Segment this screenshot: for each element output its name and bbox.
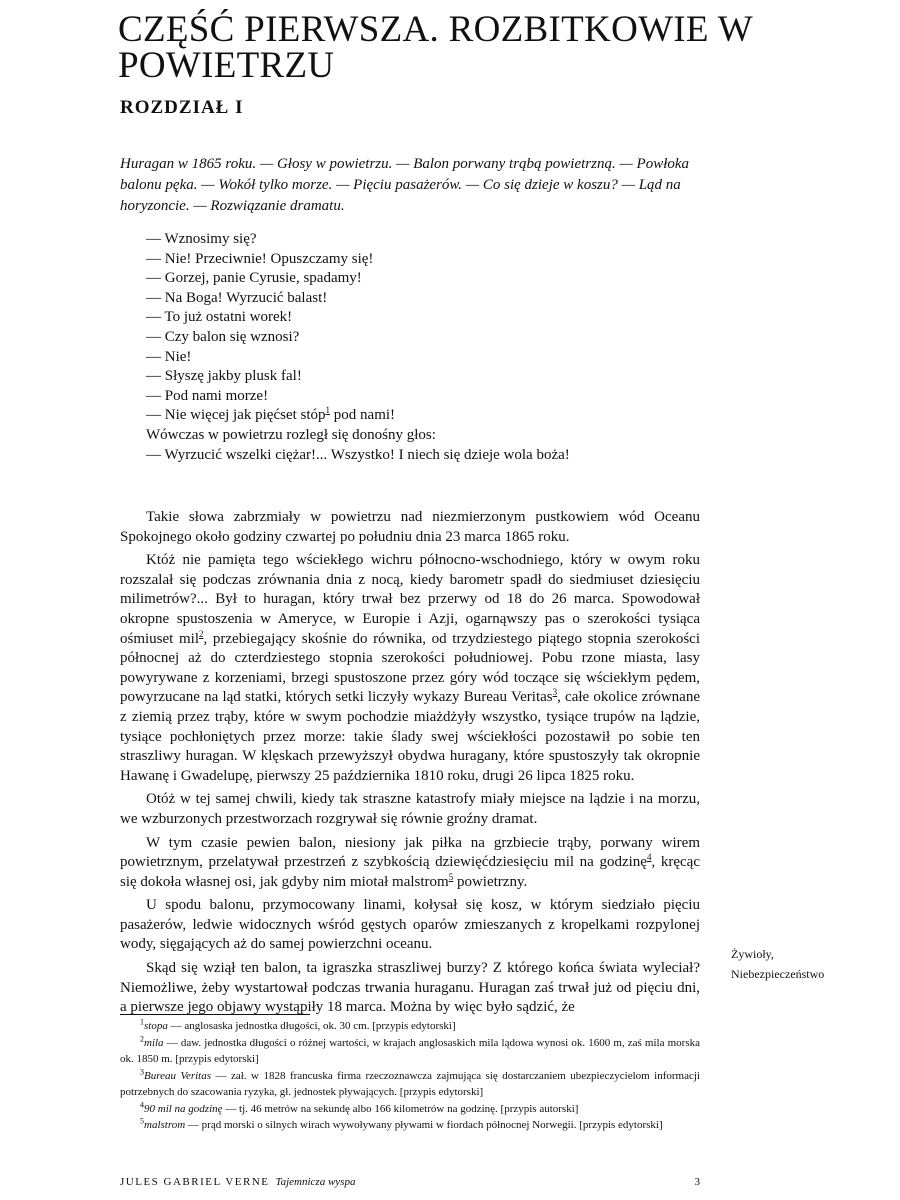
footer-author: JULES GABRIEL VERNE [120, 1176, 270, 1188]
footnote-ref-2[interactable]: 2 [198, 628, 204, 639]
footnote-text: — anglosaska jednostka długości, ok. 30 cm. [przypis edytorski] [167, 1020, 456, 1032]
paragraph: U spodu balonu, przymocowany linami, kołysał się kosz, w którym siedziało pięciu pasażerów, ledwie widocznych wśród gęstych oparów zmieszanych z kropelkami rozpylonej wody, sięgających aż do samej powierzchni oceanu. [120, 897, 700, 953]
body-text [120, 508, 700, 1022]
footnote-number: 1 [140, 1017, 144, 1027]
footnote-text: — daw. jednostka długości o różnej wartości, w krajach anglosaskich mila lądowa wynosi ok. 1600 m, zaś mila morska ok. 1850 m. [przypis edytorski] [120, 1036, 700, 1065]
footnote-number: 3 [140, 1066, 144, 1076]
dialogue-line: — Gorzej, panie Cyrusie, spadamy! [146, 270, 362, 287]
paragraph [120, 834, 700, 893]
footnote [120, 1035, 700, 1068]
part-title: CZĘŚĆ PIERWSZA. ROZBITKOWIE W POWIETRZU [118, 9, 753, 86]
paragraph-text: , całe okolice zrównane z ziemią przez trąby, które w swym pochodzie miażdżyły wszystko, tysiące trupów na lądzie, tysiące pochłoniętych przez morze: takie ślady swej wściekłości pozostawił po sobie ten straszliwy huragan. W klęskach przewyższył obydwa huragany, które spustoszyły tak okropnie Hawanę i Gwadelupę, pierwszy 25 października 1810 roku, drugi 26 lipca 1825 roku. [120, 689, 700, 784]
dialogue-line: — To już ostatni worek! [146, 309, 293, 326]
chapter-summary: Huragan w 1865 roku. — Głosy w powietrzu. — Balon porwany trąbą powietrzną. — Powłoka balonu pęka. — Wokół tylko morze. — Pięciu pasażerów. — Co się dzieje w koszu? — Ląd na horyzoncie. — Rozwiązanie dramatu. [120, 156, 690, 214]
page-number: 3 [694, 1176, 700, 1188]
paragraph: Otóż w tej samej chwili, kiedy tak straszne katastrofy miały miejsce na lądzie i na morzu, we wzburzonych przestworzach rozgrywał się równie groźny dramat. [120, 791, 700, 827]
footnote-text: — zał. w 1828 francuska firma rzeczoznawcza zajmująca się dostarczaniem ubezpieczycielom informacji potrzebnych do szacowania ryzyka, gł. jednostek pływających. [przypis edytorski] [120, 1069, 700, 1098]
dialogue-line: — Czy balon się wznosi? [146, 328, 300, 345]
margin-note-line: Żywioły, [731, 947, 774, 961]
dialogue-line: — Wznosimy się? [146, 231, 257, 247]
footnote-ref-4[interactable]: 4 [646, 852, 652, 863]
paragraph-text: powietrzny. [453, 873, 528, 890]
dialogue-block [120, 230, 700, 465]
paragraph-text: W tym czasie pewien balon, niesiony jak piłka na grzbiecie trąby, porwany wirem powietrznym, przelatywał przestrzeń z szybkością dziewięćdziesięciu mil na godzinę [120, 834, 700, 871]
footnote [120, 1101, 700, 1118]
narration-line: Wówczas w powietrzu rozległ się donośny głos: [146, 426, 436, 443]
paragraph-text: , przebiegający skośnie do równika, od trzydziestego piątego stopnia szerokości północnej aż do czterdziestego stopnia szerokości południowej. Pobu rzone miasta, lasy powyrywane z korzeniami, brzegi spustoszone przez góry wód toczące się wściekłym pędem, powyrzucane na ląd statki, których setki liczyły wykazy Bureau Veritas [120, 630, 700, 706]
margin-note-line: Niebezpieczeństwo [731, 967, 825, 981]
dialogue-text: — Nie więcej jak pięćset stóp [146, 407, 326, 424]
footnote-term: Bureau Veritas [144, 1069, 212, 1082]
dialogue-line: — Nie! Przeciwnie! Opuszczamy się! [146, 250, 374, 267]
footnote-term: malstrom [144, 1119, 186, 1131]
footnote-divider [120, 1014, 310, 1015]
footnote [120, 1068, 700, 1101]
footnote [120, 1117, 700, 1134]
dialogue-line: — Słyszę jakby plusk fal! [146, 368, 302, 385]
dialogue-line: — Wyrzucić wszelki ciężar!... Wszystko! I niech się dzieje wola boża! [146, 446, 570, 463]
footnote-text: — prąd morski o silnych wirach wywoływany pływami w fiordach północnej Norwegii. [przypis edytorski] [185, 1119, 663, 1131]
footnote-number: 2 [140, 1033, 144, 1043]
footnotes [120, 1018, 700, 1134]
chapter-heading: ROZDZIAŁ I [120, 97, 244, 118]
footnote-term: 90 mil na godzinę [144, 1102, 223, 1115]
footnote [120, 1018, 700, 1035]
dialogue-line: — Pod nami morze! [146, 387, 269, 404]
footnote-ref-5[interactable]: 5 [448, 871, 454, 882]
dialogue-line: — Na Boga! Wyrzucić balast! [146, 289, 328, 306]
footnote-term: mila [144, 1036, 164, 1049]
paragraph-text: Któż nie pamięta tego wściekłego wichru północno-wschodniego, który w owym roku rozszalał się podczas zrównania dnia z nocą, kiedy barometr spadł do siedmiuset dziesięciu milimetrów?... Był to huragan, który trwał bez przerwy od 18 do 26 marca. Spowodował okropne spustoszenia w Ameryce, w Europie i Azji, ogarnąwszy pas o szerokości tysiąca ośmiuset mil [120, 552, 700, 647]
footer-book-title: Tajemnicza wyspa [275, 1176, 356, 1188]
footnote-ref-1[interactable]: 1 [325, 405, 331, 416]
margin-note [731, 944, 851, 984]
paragraph: Takie słowa zabrzmiały w powietrzu nad niezmierzonym pustkowiem wód Oceanu Spokojnego około godziny czwartej po południu dnia 23 marca 1865 roku. [120, 509, 700, 545]
footnote-term: stopa [144, 1020, 168, 1032]
footnote-ref-3[interactable]: 3 [552, 687, 558, 698]
dialogue-text: pod nami! [330, 407, 396, 424]
paragraph: Skąd się wziął ten balon, ta igraszka straszliwej burzy? Z którego końca świata wyleciał? Niemożliwe, żeby wystartował podczas trwania huraganu. Huragan zaś trwał już od pięciu dni, a pierwsze jego objawy wystąpiły 18 marca. Można by więc było sądzić, że [120, 960, 700, 1016]
paragraph-text: , kręcąc się dokoła własnej osi, jak gdyby nim miotał malstrom [120, 854, 700, 890]
footnote-number: 5 [140, 1116, 144, 1126]
page-footer [120, 1176, 700, 1192]
footnote-text: — tj. 46 metrów na sekundę albo 166 kilometrów na godzinę. [przypis autorski] [222, 1102, 579, 1115]
footnote-number: 4 [140, 1099, 144, 1109]
paragraph [120, 551, 700, 786]
dialogue-line [120, 406, 700, 426]
dialogue-line: — Nie! [146, 348, 192, 365]
